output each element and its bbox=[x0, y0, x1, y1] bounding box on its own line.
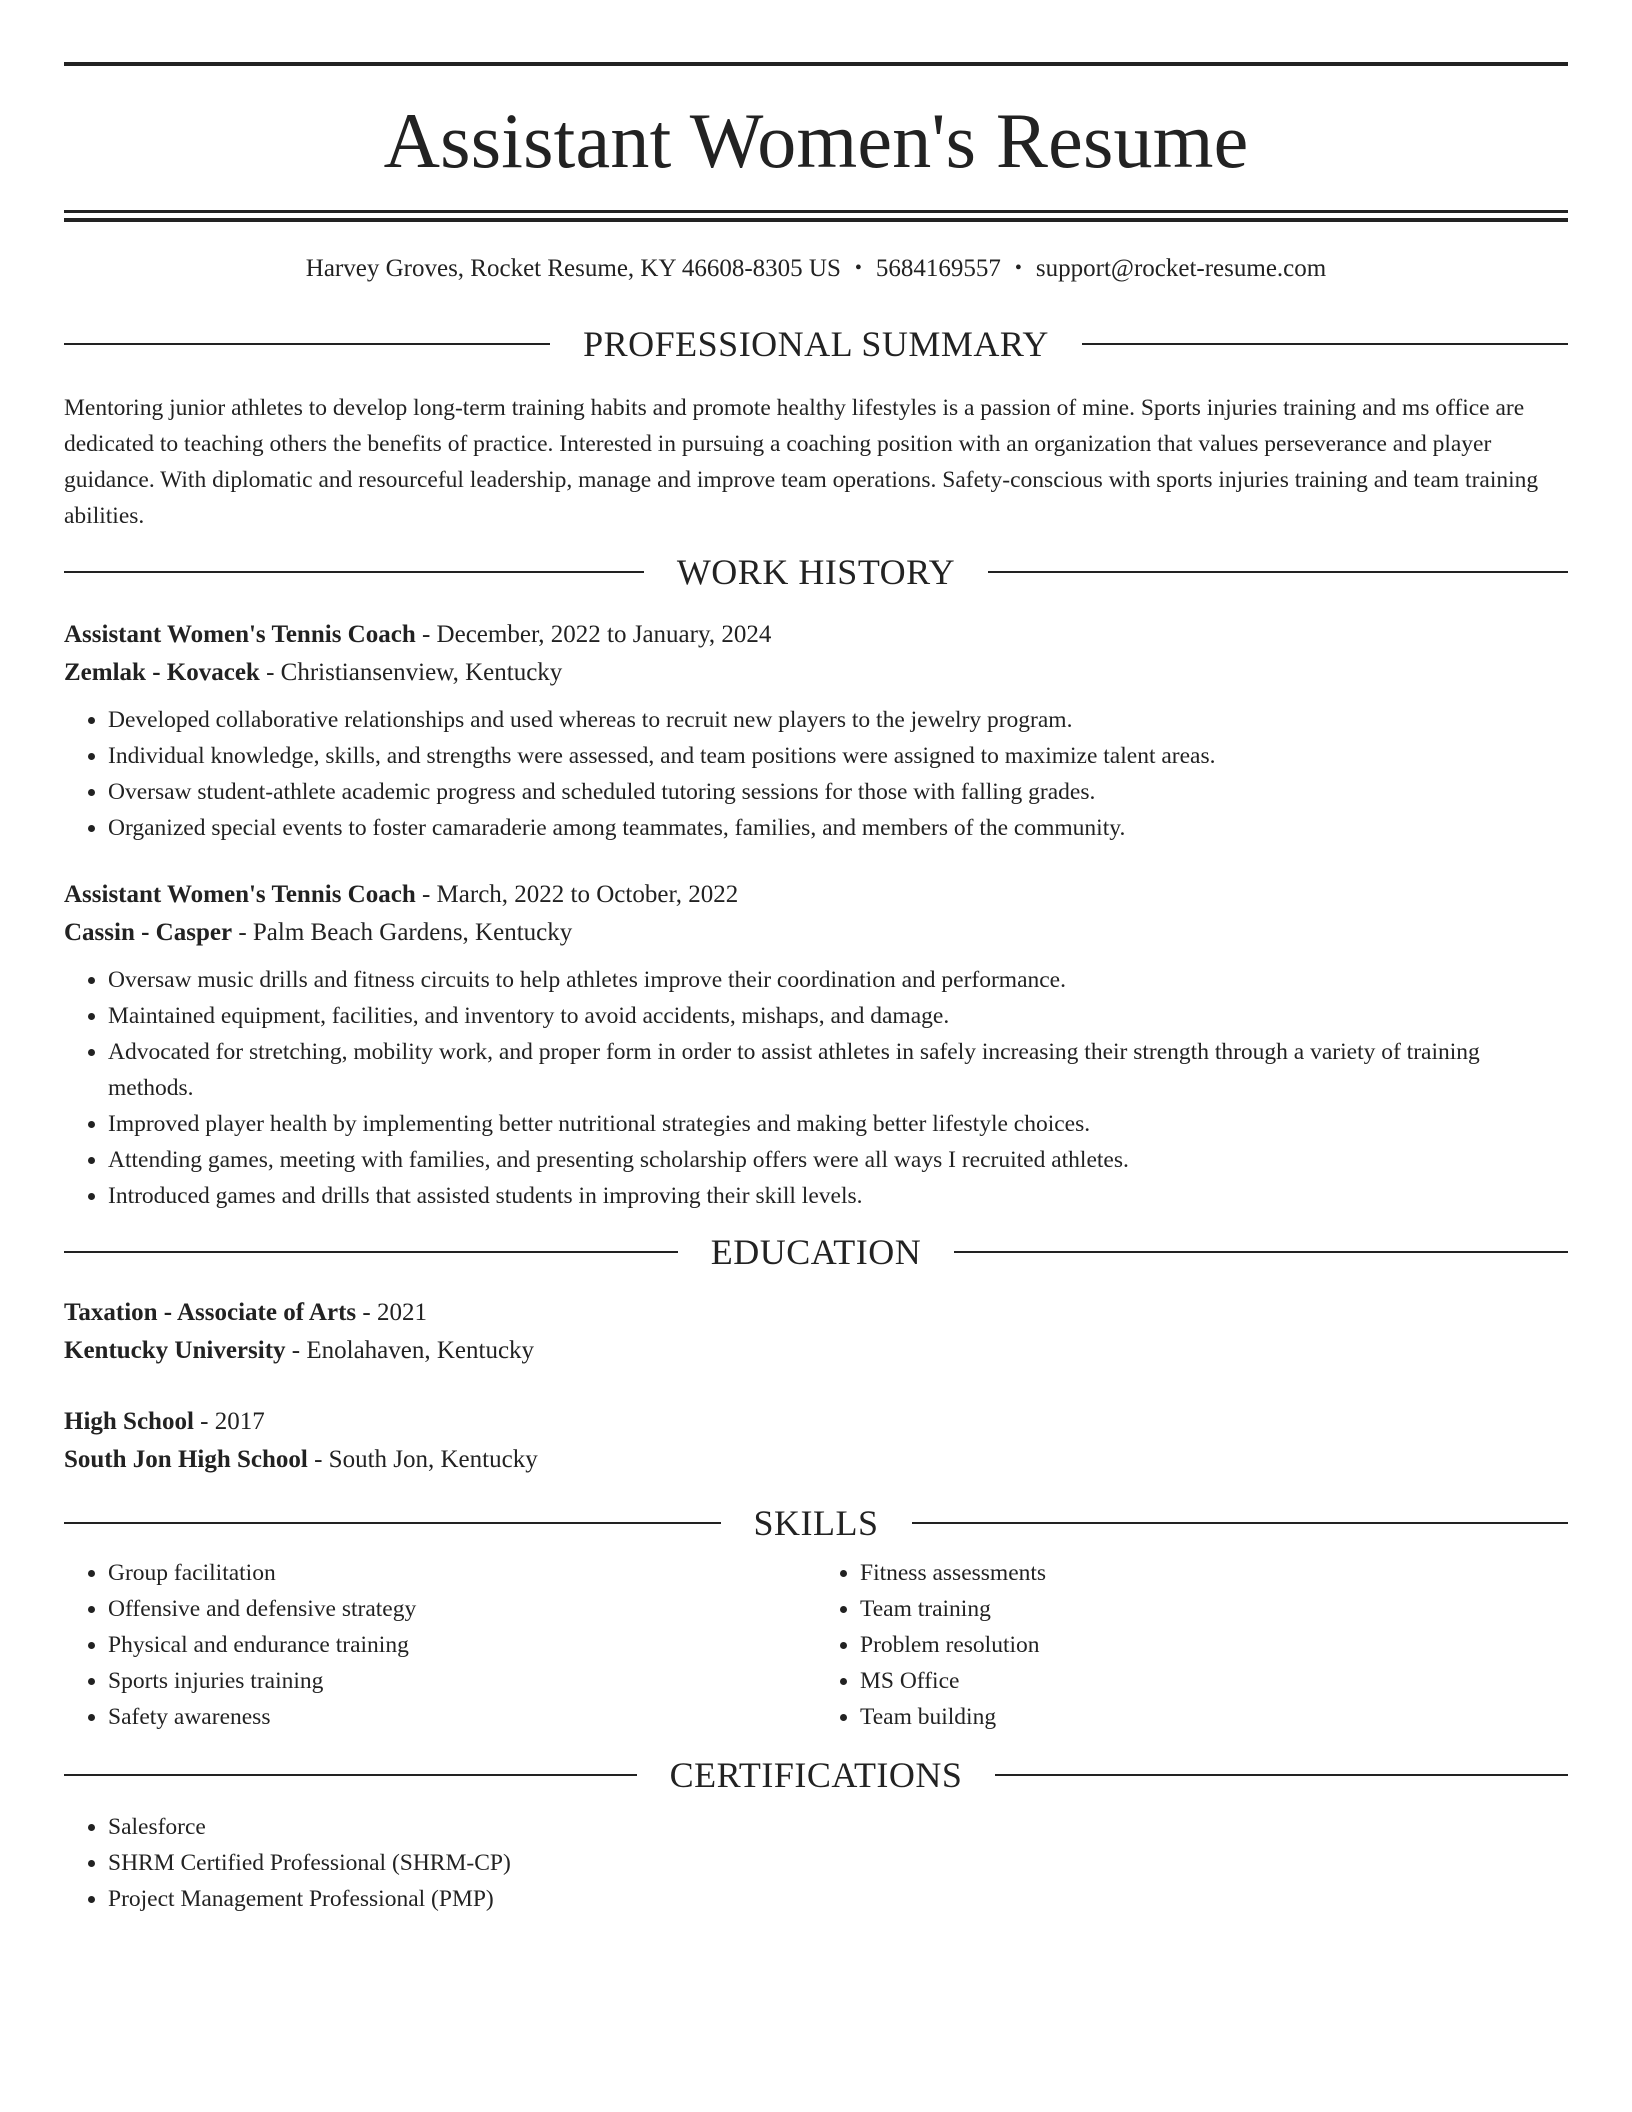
list-item: • Organized special events to foster camaraderie among teammates, families, and members of the community. bbox=[108, 810, 1568, 846]
job-company: Zemlak - Kovacek bbox=[64, 659, 260, 686]
heading-rule bbox=[64, 1251, 678, 1253]
section-title: SKILLS bbox=[753, 1503, 879, 1543]
summary-text: Mentoring junior athletes to develop long-term training habits and promote healthy lifestyles is a passion of mine. Sports injuries training and ms office are dedicated to teaching others the benefits of practice. Interested in pursuing a coaching position with an organization that values perseverance and player guidance. With diplomatic and resourceful leadership, manage and improve team operations. Safety-conscious with sports injuries training and team training abilities. bbox=[64, 395, 1539, 529]
top-rule bbox=[64, 62, 1568, 66]
section-heading-work-history bbox=[64, 554, 1568, 590]
list-item: • Individual knowledge, skills, and strengths were assessed, and team positions were assigned to maximize talent areas. bbox=[108, 738, 1568, 774]
list-item: • Fitness assessments bbox=[860, 1555, 1568, 1591]
job-company: Cassin - Casper bbox=[64, 919, 233, 946]
education-location: - South Jon, Kentucky bbox=[307, 1446, 538, 1473]
job-title: Assistant Women's Tennis Coach bbox=[64, 881, 416, 908]
education-school: Kentucky University bbox=[64, 1337, 286, 1364]
contact-separator: • bbox=[854, 257, 862, 279]
job-entry bbox=[64, 616, 1568, 846]
contact-email: support@rocket-resume.com bbox=[1035, 255, 1327, 282]
list-item: • Advocated for stretching, mobility work, and proper form in order to assist athletes in safely increasing their strength through a variety of training methods. bbox=[108, 1034, 1568, 1106]
education-degree-line bbox=[64, 1403, 1568, 1441]
list-item: • Team training bbox=[860, 1591, 1568, 1627]
list-item: • MS Office bbox=[860, 1663, 1568, 1699]
education-location: - Enolahaven, Kentucky bbox=[285, 1337, 535, 1364]
skills-column-right bbox=[816, 1555, 1568, 1735]
education-entry bbox=[64, 1294, 1568, 1370]
education-school-line bbox=[64, 1332, 1568, 1370]
job-company-line bbox=[64, 654, 1568, 692]
education-degree: Taxation - Associate of Arts bbox=[64, 1299, 357, 1326]
job-bullets bbox=[64, 962, 1568, 1214]
education-degree-line bbox=[64, 1294, 1568, 1332]
certifications-list bbox=[64, 1809, 1568, 1917]
job-dates: - December, 2022 to January, 2024 bbox=[415, 621, 772, 648]
job-title: Assistant Women's Tennis Coach bbox=[64, 621, 416, 648]
contact-phone: 5684169557 bbox=[875, 255, 1001, 282]
list-item: • SHRM Certified Professional (SHRM-CP) bbox=[108, 1845, 1568, 1881]
education-degree: High School bbox=[64, 1408, 194, 1435]
resume-title: Assistant Women's Resume bbox=[383, 97, 1249, 184]
list-item: • Problem resolution bbox=[860, 1627, 1568, 1663]
skills-grid bbox=[64, 1555, 1568, 1735]
title-double-rule bbox=[64, 210, 1568, 222]
section-title: EDUCATION bbox=[710, 1232, 922, 1272]
section-title: WORK HISTORY bbox=[676, 552, 956, 592]
section-title: CERTIFICATIONS bbox=[669, 1755, 963, 1795]
job-title-line bbox=[64, 876, 1568, 914]
contact-address: Harvey Groves, Rocket Resume, KY 46608-8305 US bbox=[305, 255, 841, 282]
list-item: • Attending games, meeting with families, and presenting scholarship offers were all ways I recruited athletes. bbox=[108, 1142, 1568, 1178]
list-item: • Team building bbox=[860, 1699, 1568, 1735]
heading-rule bbox=[64, 1522, 721, 1524]
job-location: - Christiansenview, Kentucky bbox=[259, 659, 563, 686]
contact-separator: • bbox=[1014, 257, 1022, 279]
section-heading-education bbox=[64, 1234, 1568, 1270]
heading-rule bbox=[64, 571, 644, 573]
list-item: • Physical and endurance training bbox=[108, 1627, 816, 1663]
skills-column-left bbox=[64, 1555, 816, 1735]
list-item: • Sports injuries training bbox=[108, 1663, 816, 1699]
job-entry bbox=[64, 876, 1568, 1214]
heading-rule bbox=[995, 1774, 1568, 1776]
job-company-line bbox=[64, 914, 1568, 952]
education-school: South Jon High School bbox=[64, 1446, 308, 1473]
list-item: • Offensive and defensive strategy bbox=[108, 1591, 816, 1627]
section-heading-summary bbox=[64, 326, 1568, 362]
section-title: PROFESSIONAL SUMMARY bbox=[583, 324, 1049, 364]
job-title-line bbox=[64, 616, 1568, 654]
education-year: - 2017 bbox=[193, 1408, 265, 1435]
heading-rule bbox=[954, 1251, 1568, 1253]
education-school-line bbox=[64, 1441, 1568, 1479]
job-location: - Palm Beach Gardens, Kentucky bbox=[232, 919, 573, 946]
list-item: • Group facilitation bbox=[108, 1555, 816, 1591]
list-item: • Oversaw music drills and fitness circuits to help athletes improve their coordination and performance. bbox=[108, 962, 1568, 998]
list-item: • Improved player health by implementing better nutritional strategies and making better lifestyle choices. bbox=[108, 1106, 1568, 1142]
contact-line bbox=[64, 254, 1568, 284]
list-item: • Developed collaborative relationships and used whereas to recruit new players to the jewelry program. bbox=[108, 702, 1568, 738]
heading-rule bbox=[64, 343, 550, 345]
education-year: - 2021 bbox=[356, 1299, 427, 1326]
heading-rule bbox=[64, 1774, 637, 1776]
job-dates: - March, 2022 to October, 2022 bbox=[415, 881, 739, 908]
list-item: • Oversaw student-athlete academic progress and scheduled tutoring sessions for those with falling grades. bbox=[108, 774, 1568, 810]
list-item: • Safety awareness bbox=[108, 1699, 816, 1735]
list-item: • Introduced games and drills that assisted students in improving their skill levels. bbox=[108, 1178, 1568, 1214]
section-heading-skills bbox=[64, 1505, 1568, 1541]
job-bullets bbox=[64, 702, 1568, 846]
heading-rule bbox=[988, 571, 1568, 573]
list-item: • Project Management Professional (PMP) bbox=[108, 1881, 1568, 1917]
heading-rule bbox=[1082, 343, 1568, 345]
list-item: • Maintained equipment, facilities, and inventory to avoid accidents, mishaps, and damage. bbox=[108, 998, 1568, 1034]
section-heading-certifications bbox=[64, 1757, 1568, 1793]
education-entry bbox=[64, 1403, 1568, 1479]
heading-rule bbox=[912, 1522, 1569, 1524]
list-item: • Salesforce bbox=[108, 1809, 1568, 1845]
